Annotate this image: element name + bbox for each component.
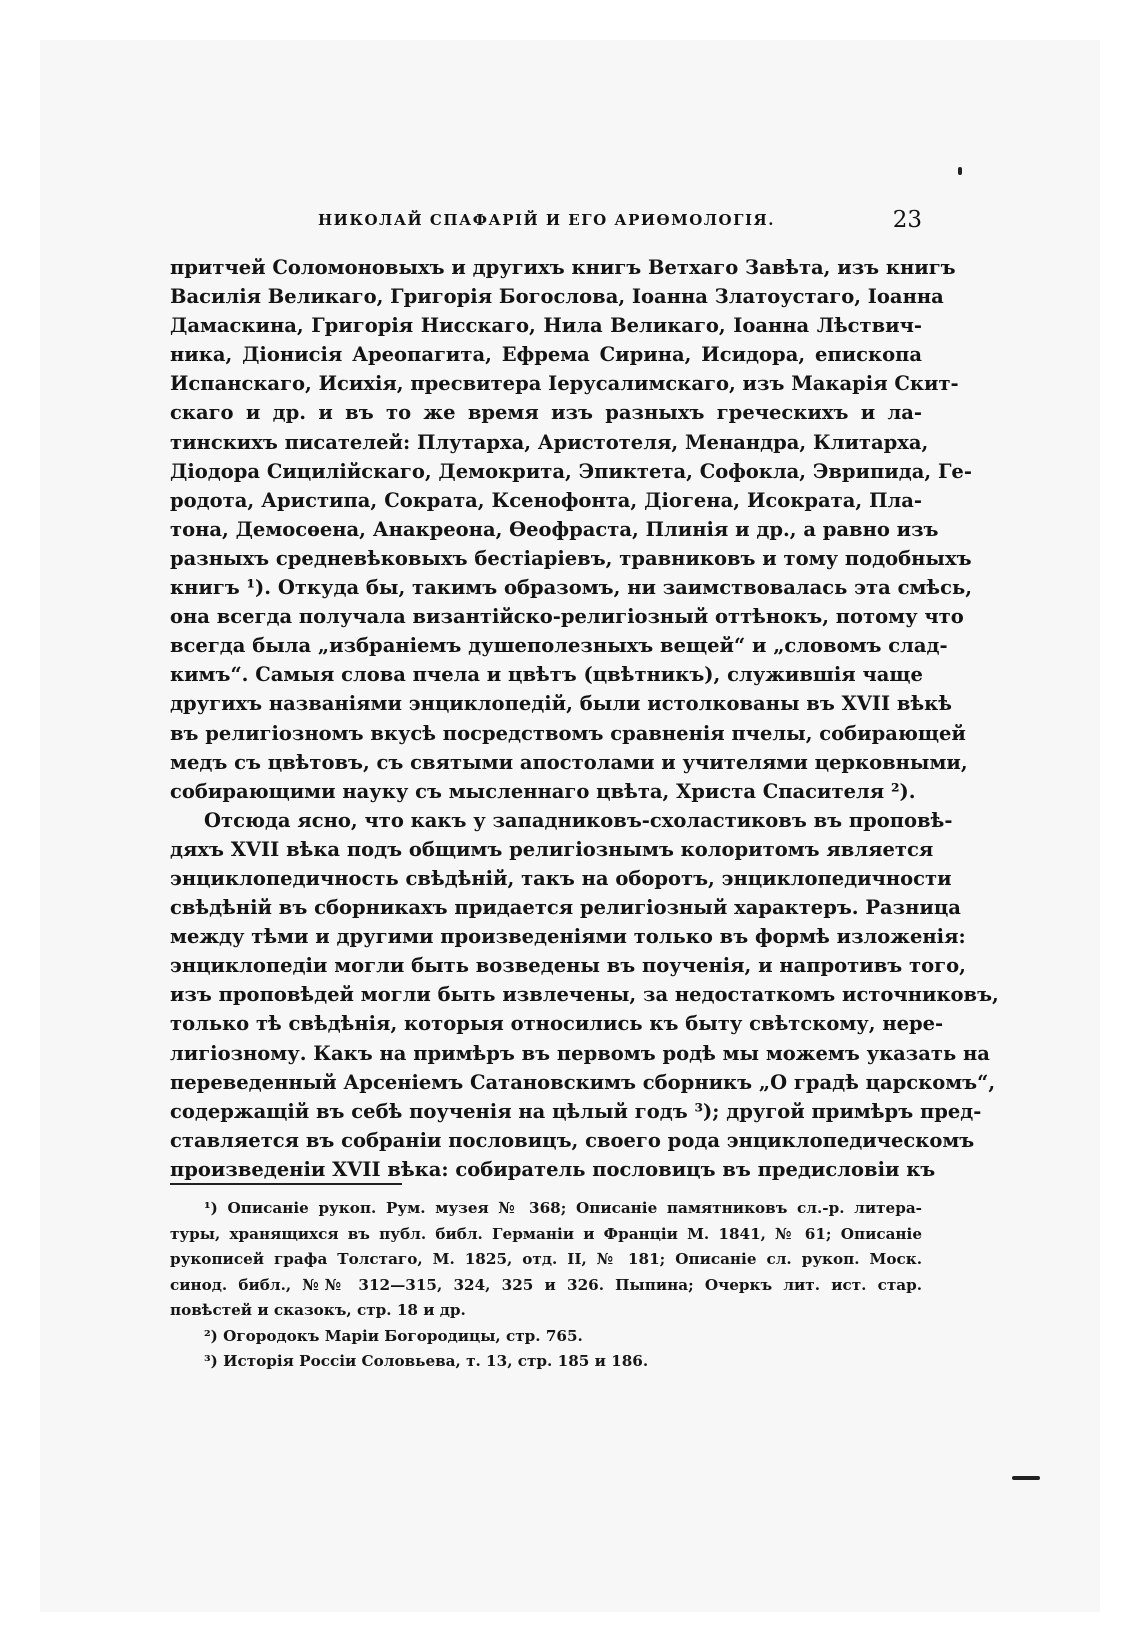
text-line: она всегда получала византійско-религіозный оттѣнокъ, потому что [170,605,964,629]
footnote-line: повѣстей и сказокъ, стр. 18 и др. [170,1301,466,1319]
text-line: родота, Аристипа, Сократа, Ксенофонта, Діогена, Исократа, Пла- [170,488,922,512]
text-line: лигіозному. Какъ на примѣръ въ первомъ родѣ мы можемъ указать на [170,1041,990,1065]
text-line: Дамаскина, Григорія Нисскаго, Нила Великаго, Іоанна Лѣствич- [170,314,922,338]
text-line: собирающими науку съ мысленнаго цвѣта, Христа Спасителя ²). [170,779,916,803]
text-line: дяхъ XVII вѣка подъ общимъ религіознымъ колоритомъ является [170,837,934,861]
text-line: другихъ названіями энциклопедій, были истолкованы въ XVII вѣкѣ [170,692,952,716]
text-line: скаго и др. и въ то же время изъ разныхъ греческихъ и ла- [170,401,922,425]
text-line: свѣдѣній въ сборникахъ придается религіозный характеръ. Разница [170,896,961,920]
text-line: Василія Великаго, Григорія Богослова, Іоанна Златоустаго, Іоанна [170,285,944,309]
main-text [170,253,999,1184]
text-line: кимъ“. Самыя слова пчела и цвѣтъ (цвѣтникъ), служившія чаще [170,663,923,687]
footnote-line: синод. библ., №№ 312—315, 324, 325 и 326. Пыпина; Очеркъ лит. ист. стар. [170,1275,922,1294]
text-line: изъ проповѣдей могли быть извлечены, за недостаткомъ источниковъ, [170,983,999,1007]
footnote-divider [170,1183,402,1185]
text-line: только тѣ свѣдѣнія, которыя относились къ быту свѣтскому, нере- [170,1012,944,1036]
text-line: энциклопедичность свѣдѣній, такъ на оборотъ, энциклопедичности [170,866,952,890]
text-line: всегда была „избраніемъ душеполезныхъ вещей“ и „словомъ слад- [170,634,948,658]
text-line: энциклопедіи могли быть возведены въ поученія, и напротивъ того, [170,954,966,978]
text-line: притчей Соломоновыхъ и другихъ книгъ Ветхаго Завѣта, изъ книгъ [170,256,956,279]
text-line: тинскихъ писателей: Плутарха, Аристотеля, Менандра, Клитарха, [170,430,929,454]
page-number: 23 [892,207,922,233]
text-line: тона, Демосѳена, Анакреона, Ѳеофраста, Плинія и др., а равно изъ [170,517,939,541]
text-line: ника, Діонисія Ареопагита, Ефрема Сирина, Исидора, епископа [170,343,922,367]
text-line: разныхъ средневѣковыхъ бестіаріевъ, травниковъ и тому подобныхъ [170,546,972,570]
stray-mark [1012,1476,1040,1480]
footnotes [170,1196,922,1375]
text-line: содержащій въ себѣ поученія на цѣлый годъ ³); другой примѣръ пред- [170,1099,982,1123]
stray-mark [958,167,962,175]
text-line: книгъ ¹). Откуда бы, такимъ образомъ, ни заимствовалась эта смѣсь, [170,576,972,600]
text-line: ставляется въ собраніи пословицъ, своего рода энциклопедическомъ [170,1128,975,1152]
running-title: НИКОЛАЙ СПАФАРІЙ И ЕГО АРИѲМОЛОГІЯ. [318,211,775,229]
text-line: въ религіозномъ вкусѣ посредствомъ сравненія пчелы, собирающей [170,721,966,745]
text-line: произведеніи XVII вѣка: собиратель пословицъ въ предисловіи къ [170,1157,936,1181]
footnote-line: ²) Огородокъ Маріи Богородицы, стр. 765. [204,1326,583,1345]
text-line: медъ съ цвѣтовъ, съ святыми апостолами и учителями церковными, [170,750,968,774]
text-line: переведенный Арсеніемъ Сатановскимъ сборникъ „О градѣ царскомъ“, [170,1070,996,1094]
footnote-line: ³) Исторія Россіи Соловьева, т. 13, стр. 185 и 186. [204,1352,649,1370]
footnote-line: рукописей графа Толстаго, М. 1825, отд. II, № 181; Описаніе сл. рукоп. Моск. [170,1250,922,1268]
text-line: Діодора Сицилійскаго, Демокрита, Эпиктета, Софокла, Эврипида, Ге- [170,459,972,483]
footnote-line: ¹) Описаніе рукоп. Рум. музея № 368; Описаніе памятниковъ сл.-р. литера- [204,1199,922,1217]
text-line: Отсюда ясно, что какъ у западниковъ-схоластиковъ въ проповѣ- [204,808,953,832]
footnote-line: туры, хранящихся въ публ. библ. Германіи и Франціи М. 1841, № 61; Описаніе [170,1224,922,1243]
running-header [318,209,922,239]
text-line: Испанскаго, Исихія, пресвитера Іерусалимскаго, изъ Макарія Скит- [170,372,959,396]
text-line: между тѣми и другими произведеніями только въ формѣ изложенія: [170,925,966,949]
